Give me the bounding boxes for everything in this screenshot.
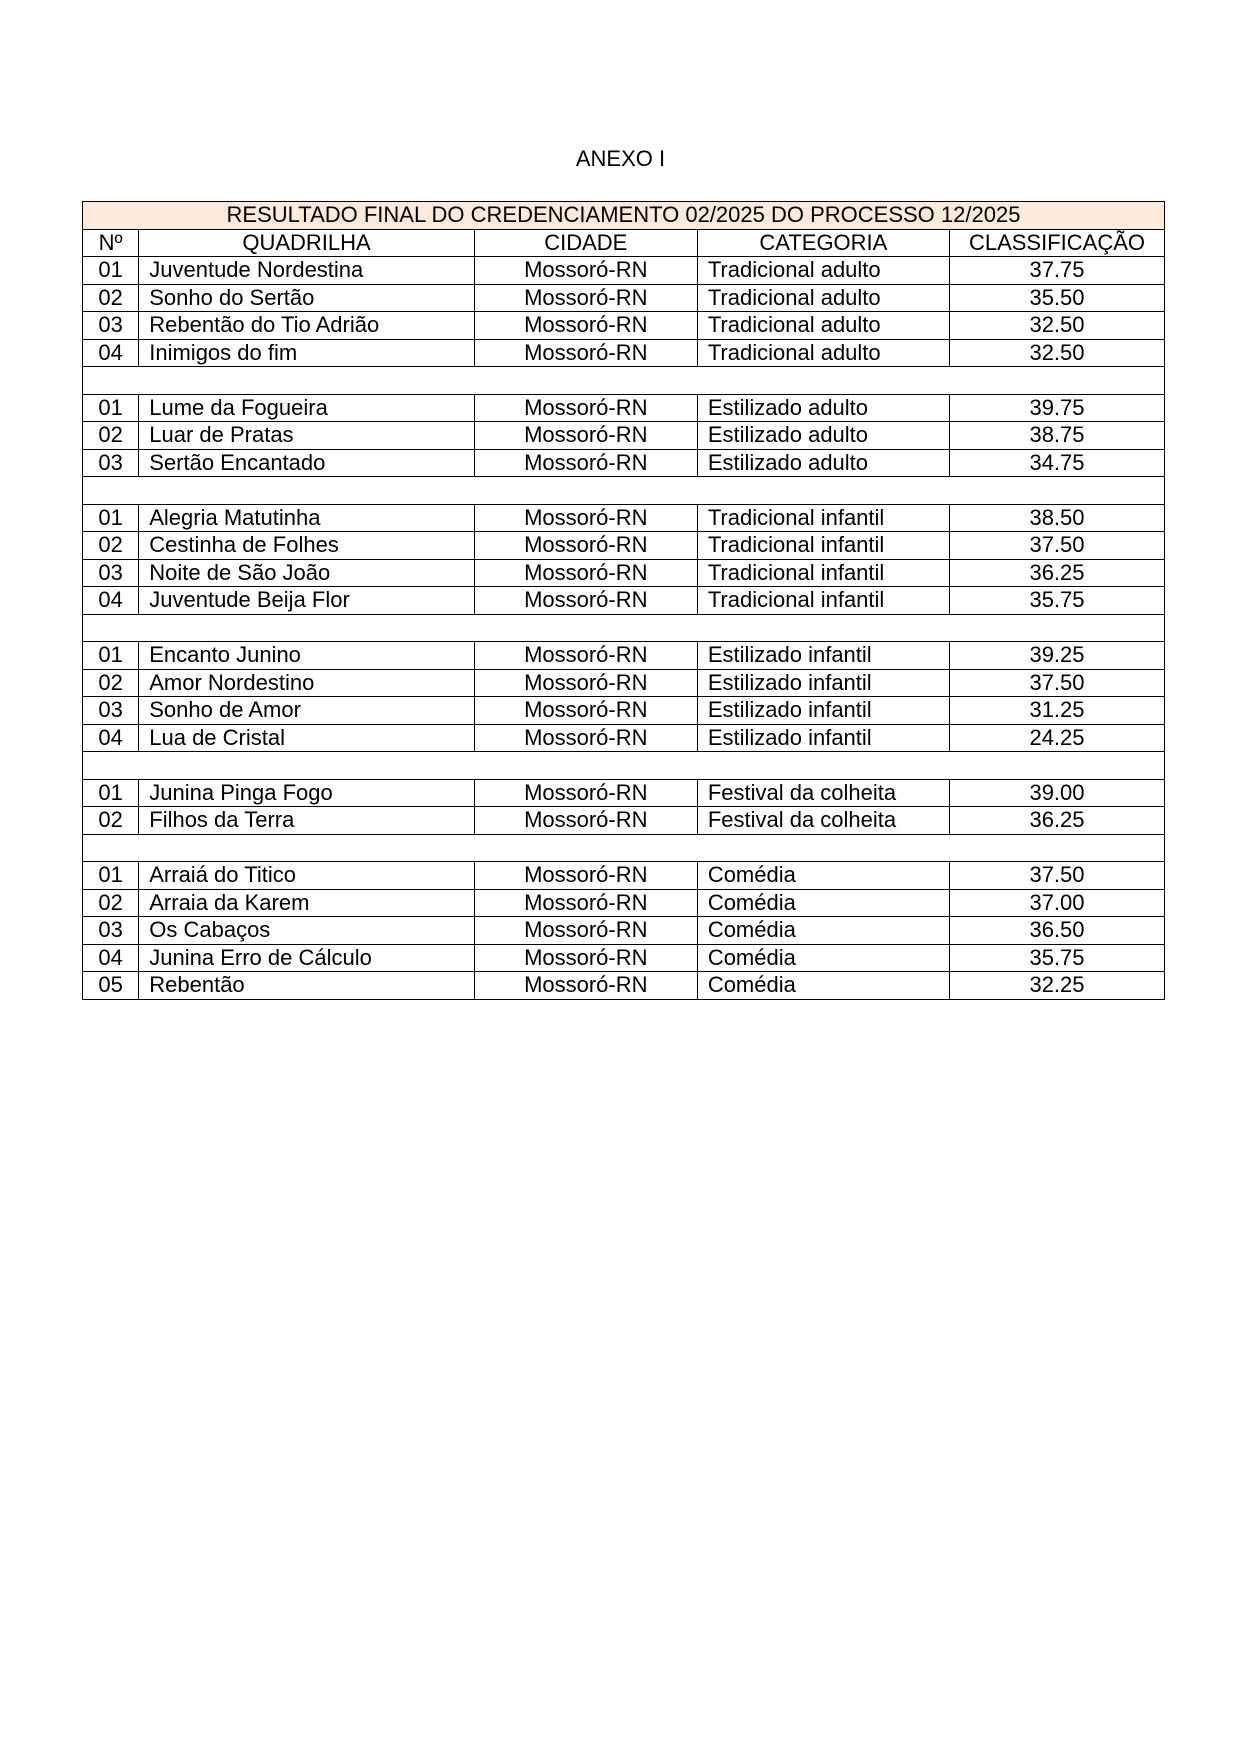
table-row — [83, 312, 1165, 340]
header-classificacao: CLASSIFICAÇÃO — [949, 229, 1164, 257]
cell-categoria: Estilizado adulto — [697, 394, 949, 422]
cell-categoria: Tradicional infantil — [697, 532, 949, 560]
group-separator-cell — [83, 752, 1165, 780]
cell-quadrilha: Arraiá do Titico — [139, 862, 475, 890]
cell-quadrilha: Juventude Nordestina — [139, 257, 475, 285]
cell-quadrilha: Sonho de Amor — [139, 697, 475, 725]
cell-quadrilha: Lume da Fogueira — [139, 394, 475, 422]
cell-quadrilha: Noite de São João — [139, 559, 475, 587]
cell-categoria: Tradicional adulto — [697, 339, 949, 367]
table-body — [83, 257, 1165, 1000]
cell-cidade: Mossoró-RN — [474, 257, 697, 285]
cell-cidade: Mossoró-RN — [474, 669, 697, 697]
cell-classificacao: 37.50 — [949, 669, 1164, 697]
cell-quadrilha: Amor Nordestino — [139, 669, 475, 697]
cell-categoria: Tradicional infantil — [697, 504, 949, 532]
cell-number: 01 — [83, 862, 139, 890]
header-cidade: CIDADE — [474, 229, 697, 257]
cell-quadrilha: Rebentão — [139, 972, 475, 1000]
table-row — [83, 642, 1165, 670]
table-row — [83, 394, 1165, 422]
group-separator-row — [83, 752, 1165, 780]
header-quadrilha: QUADRILHA — [139, 229, 475, 257]
cell-categoria: Estilizado infantil — [697, 669, 949, 697]
cell-categoria: Tradicional infantil — [697, 559, 949, 587]
cell-quadrilha: Sonho do Sertão — [139, 284, 475, 312]
cell-quadrilha: Rebentão do Tio Adrião — [139, 312, 475, 340]
cell-cidade: Mossoró-RN — [474, 724, 697, 752]
table-caption: RESULTADO FINAL DO CREDENCIAMENTO 02/2025 DO PROCESSO 12/2025 — [83, 202, 1165, 230]
cell-cidade: Mossoró-RN — [474, 944, 697, 972]
cell-quadrilha: Juventude Beija Flor — [139, 587, 475, 615]
table-row — [83, 257, 1165, 285]
table-row — [83, 449, 1165, 477]
table-row — [83, 862, 1165, 890]
cell-number: 01 — [83, 257, 139, 285]
group-separator-cell — [83, 834, 1165, 862]
cell-number: 03 — [83, 449, 139, 477]
cell-cidade: Mossoró-RN — [474, 807, 697, 835]
cell-categoria: Tradicional adulto — [697, 312, 949, 340]
group-separator-row — [83, 834, 1165, 862]
cell-number: 03 — [83, 559, 139, 587]
cell-categoria: Comédia — [697, 972, 949, 1000]
cell-number: 02 — [83, 669, 139, 697]
cell-quadrilha: Arraia da Karem — [139, 889, 475, 917]
cell-number: 05 — [83, 972, 139, 1000]
cell-cidade: Mossoró-RN — [474, 779, 697, 807]
cell-categoria: Estilizado adulto — [697, 422, 949, 450]
cell-quadrilha: Junina Erro de Cálculo — [139, 944, 475, 972]
page-title: ANEXO I — [575, 146, 666, 171]
cell-cidade: Mossoró-RN — [474, 697, 697, 725]
cell-number: 02 — [83, 284, 139, 312]
table-row — [83, 559, 1165, 587]
cell-number: 03 — [83, 697, 139, 725]
header-categoria: CATEGORIA — [697, 229, 949, 257]
table-header-row — [83, 229, 1165, 257]
group-separator-cell — [83, 477, 1165, 505]
cell-cidade: Mossoró-RN — [474, 972, 697, 1000]
cell-classificacao: 38.50 — [949, 504, 1164, 532]
cell-classificacao: 37.75 — [949, 257, 1164, 285]
table-row — [83, 587, 1165, 615]
cell-categoria: Comédia — [697, 917, 949, 945]
table-row — [83, 944, 1165, 972]
cell-categoria: Comédia — [697, 889, 949, 917]
cell-classificacao: 31.25 — [949, 697, 1164, 725]
cell-classificacao: 35.75 — [949, 587, 1164, 615]
cell-categoria: Festival da colheita — [697, 779, 949, 807]
cell-classificacao: 36.50 — [949, 917, 1164, 945]
cell-classificacao: 37.50 — [949, 862, 1164, 890]
cell-classificacao: 32.50 — [949, 312, 1164, 340]
cell-categoria: Estilizado infantil — [697, 724, 949, 752]
cell-classificacao: 39.25 — [949, 642, 1164, 670]
cell-number: 02 — [83, 807, 139, 835]
cell-categoria: Estilizado adulto — [697, 449, 949, 477]
cell-categoria: Tradicional adulto — [697, 284, 949, 312]
cell-cidade: Mossoró-RN — [474, 862, 697, 890]
cell-categoria: Tradicional infantil — [697, 587, 949, 615]
cell-classificacao: 37.50 — [949, 532, 1164, 560]
cell-quadrilha: Inimigos do fim — [139, 339, 475, 367]
cell-cidade: Mossoró-RN — [474, 312, 697, 340]
cell-quadrilha: Filhos da Terra — [139, 807, 475, 835]
table-row — [83, 532, 1165, 560]
group-separator-row — [83, 614, 1165, 642]
cell-number: 03 — [83, 312, 139, 340]
cell-classificacao: 32.25 — [949, 972, 1164, 1000]
cell-categoria: Comédia — [697, 862, 949, 890]
table-row — [83, 779, 1165, 807]
cell-quadrilha: Os Cabaços — [139, 917, 475, 945]
cell-quadrilha: Encanto Junino — [139, 642, 475, 670]
cell-number: 02 — [83, 889, 139, 917]
table-caption-row — [83, 202, 1165, 230]
cell-number: 04 — [83, 339, 139, 367]
cell-cidade: Mossoró-RN — [474, 532, 697, 560]
table-row — [83, 972, 1165, 1000]
cell-classificacao: 35.75 — [949, 944, 1164, 972]
cell-cidade: Mossoró-RN — [474, 339, 697, 367]
cell-cidade: Mossoró-RN — [474, 559, 697, 587]
cell-classificacao: 37.00 — [949, 889, 1164, 917]
cell-cidade: Mossoró-RN — [474, 422, 697, 450]
cell-classificacao: 35.50 — [949, 284, 1164, 312]
cell-quadrilha: Luar de Pratas — [139, 422, 475, 450]
cell-quadrilha: Alegria Matutinha — [139, 504, 475, 532]
cell-number: 02 — [83, 422, 139, 450]
cell-number: 04 — [83, 587, 139, 615]
group-separator-cell — [83, 367, 1165, 395]
cell-classificacao: 34.75 — [949, 449, 1164, 477]
table-row — [83, 504, 1165, 532]
cell-number: 03 — [83, 917, 139, 945]
cell-categoria: Festival da colheita — [697, 807, 949, 835]
table-row — [83, 669, 1165, 697]
group-separator-row — [83, 477, 1165, 505]
cell-number: 04 — [83, 724, 139, 752]
group-separator-row — [83, 367, 1165, 395]
table-row — [83, 807, 1165, 835]
table-row — [83, 284, 1165, 312]
table-row — [83, 697, 1165, 725]
cell-categoria: Estilizado infantil — [697, 642, 949, 670]
cell-number: 01 — [83, 394, 139, 422]
group-separator-cell — [83, 614, 1165, 642]
table-row — [83, 339, 1165, 367]
cell-cidade: Mossoró-RN — [474, 889, 697, 917]
cell-classificacao: 39.00 — [949, 779, 1164, 807]
cell-categoria: Comédia — [697, 944, 949, 972]
cell-cidade: Mossoró-RN — [474, 449, 697, 477]
table-row — [83, 422, 1165, 450]
cell-classificacao: 36.25 — [949, 559, 1164, 587]
cell-quadrilha: Cestinha de Folhes — [139, 532, 475, 560]
table-row — [83, 889, 1165, 917]
cell-classificacao: 38.75 — [949, 422, 1164, 450]
cell-cidade: Mossoró-RN — [474, 642, 697, 670]
cell-cidade: Mossoró-RN — [474, 917, 697, 945]
results-table — [82, 201, 1165, 1000]
header-number: Nº — [83, 229, 139, 257]
cell-quadrilha: Junina Pinga Fogo — [139, 779, 475, 807]
cell-number: 02 — [83, 532, 139, 560]
cell-cidade: Mossoró-RN — [474, 504, 697, 532]
table-row — [83, 724, 1165, 752]
cell-cidade: Mossoró-RN — [474, 284, 697, 312]
cell-classificacao: 39.75 — [949, 394, 1164, 422]
cell-cidade: Mossoró-RN — [474, 394, 697, 422]
cell-number: 01 — [83, 642, 139, 670]
cell-categoria: Estilizado infantil — [697, 697, 949, 725]
cell-classificacao: 24.25 — [949, 724, 1164, 752]
table-row — [83, 917, 1165, 945]
cell-categoria: Tradicional adulto — [697, 257, 949, 285]
cell-classificacao: 32.50 — [949, 339, 1164, 367]
cell-number: 01 — [83, 779, 139, 807]
cell-classificacao: 36.25 — [949, 807, 1164, 835]
cell-number: 04 — [83, 944, 139, 972]
cell-number: 01 — [83, 504, 139, 532]
cell-quadrilha: Lua de Cristal — [139, 724, 475, 752]
cell-quadrilha: Sertão Encantado — [139, 449, 475, 477]
cell-cidade: Mossoró-RN — [474, 587, 697, 615]
